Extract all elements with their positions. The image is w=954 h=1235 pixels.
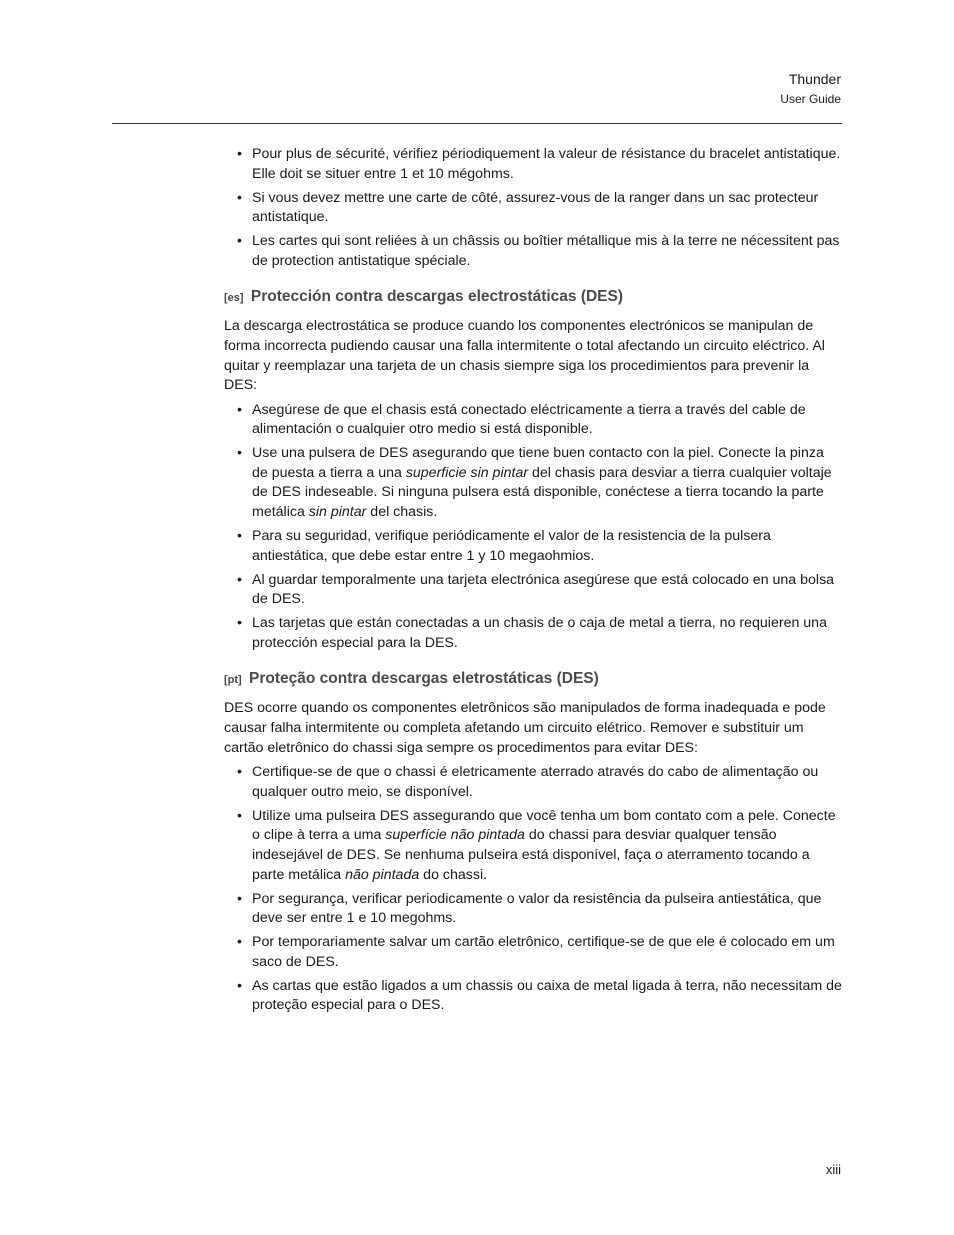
es-bullet-list: [224, 401, 842, 654]
bullet-marker: •: [237, 445, 242, 462]
bullet-item: • Certifique-se de que o chassi é eletricamente aterrado através do cabo de alimentação ou qualquer outro meio, se disponível.: [237, 764, 819, 800]
bullet-marker: •: [237, 146, 242, 162]
bullet-marker: •: [237, 807, 242, 824]
bullet-item: • Utilize uma pulseira DES assegurando que você tenha um bom contato com a pele. Conecte o clipe à terra a uma superfície não pintada do chassi para desviar qualquer tensão indesejável de DES. Se nenhuma pulseira está disponível, faça o aterramento tocando a parte metálica não pintada do chassi.: [237, 807, 836, 883]
header-title: Thunder: [788, 71, 841, 87]
bullet-item: • Para su seguridad, verifique periódicamente el valor de la resistencia de la pulsera antiestática, que debe estar entre 1 y 10 megaohmios.: [237, 528, 771, 564]
bullet-item: • Al guardar temporalmente una tarjeta electrónica asegúrese que está colocado en una bolsa de DES.: [237, 571, 835, 608]
bullet-marker: •: [237, 571, 242, 588]
es-language-tag: [es]: [224, 292, 244, 305]
bullet-marker: •: [237, 528, 242, 545]
bullet-marker: •: [237, 977, 242, 994]
bullet-marker: •: [237, 401, 242, 418]
bullet-item: • Use una pulsera de DES asegurando que tiene buen contacto con la piel. Conecte la pinza de puesta a tierra a una superficie sin pintar del chasis para desviar a tierra cualquier voltaje de DES indeseable. Si ninguna pulsera está disponible, conéctese a tierra tocando la parte metálica sin pintar del chasis.: [237, 445, 832, 521]
bullet-marker: •: [237, 764, 242, 781]
es-heading-text: Protección contra descargas electrostáticas (DES): [250, 288, 624, 306]
bullet-item: • Les cartes qui sont reliées à un châssis ou boîtier métallique mis à la terre ne nécessitent pas de protection antistatique spéciale.: [237, 233, 840, 269]
bullet-item: • Por temporariamente salvar um cartão eletrônico, certifique-se de que ele é colocado em um saco de DES.: [237, 934, 835, 970]
bullet-marker: •: [237, 890, 242, 907]
bullet-item: • Asegúrese de que el chasis está conectado eléctricamente a tierra a través del cable de alimentación o cualquier otro medio si está disponible.: [237, 401, 806, 438]
pt-bullet-list: [224, 763, 842, 1016]
es-section-heading: [224, 287, 842, 308]
italic-emphasis: não pintada: [345, 866, 420, 883]
pt-section-heading: [224, 669, 842, 690]
running-header: [780, 70, 841, 108]
bullet-marker: •: [237, 934, 242, 951]
bullet-item: • Las tarjetas que están conectadas a un chasis de o caja de metal a tierra, no requieren una protección especial para la DES.: [237, 615, 827, 651]
header-subtitle: User Guide: [780, 92, 841, 106]
italic-emphasis: sin pintar: [308, 504, 367, 521]
pt-language-tag: [pt]: [224, 674, 242, 687]
bullet-item: • Por segurança, verificar periodicamente o valor da resistência da pulseira antiestática, que deve ser entre 1 e 10 megohms.: [237, 890, 822, 927]
italic-emphasis: superfície não pintada: [385, 827, 525, 844]
italic-emphasis: superficie sin pintar: [405, 464, 529, 481]
bullet-marker: •: [237, 615, 242, 632]
fr-bullet-list: [224, 145, 842, 271]
bullet-marker: •: [237, 189, 242, 206]
bullet-marker: •: [237, 233, 242, 250]
header-rule: [112, 123, 842, 124]
page-content: [224, 145, 842, 1020]
bullet-item: • As cartas que estão ligados a um chassis ou caixa de metal ligada à terra, não necessitam de proteção especial para o DES.: [237, 977, 842, 1014]
page-number: xiii: [825, 1162, 841, 1177]
pt-heading-text: Proteção contra descargas eletrostáticas (DES): [249, 670, 599, 688]
bullet-item: • Pour plus de sécurité, vérifiez périodiquement la valeur de résistance du bracelet antistatique. Elle doit se situer entre 1 et 10 mégohms.: [237, 146, 841, 182]
pt-intro-paragraph: DES ocorre quando os componentes eletrônicos são manipulados de forma inadequada e pode causar falha intermitente ou completa afetando um circuito elétrico. Remover e substituir um cartão eletrônico do chassi siga sempre os procedimentos para evitar DES:: [224, 700, 826, 756]
bullet-item: • Si vous devez mettre une carte de côté, assurez-vous de la ranger dans un sac protecteur antistatique.: [237, 189, 819, 226]
es-intro-paragraph: La descarga electrostática se produce cuando los componentes electrónicos se manipulan de forma incorrecta pudiendo causar una falla intermitente o total afectando un circuito eléctrico. Al quitar y reemplazar una tarjeta de un chasis siempre siga los procedimientos para prevenir la DES:: [224, 318, 825, 394]
